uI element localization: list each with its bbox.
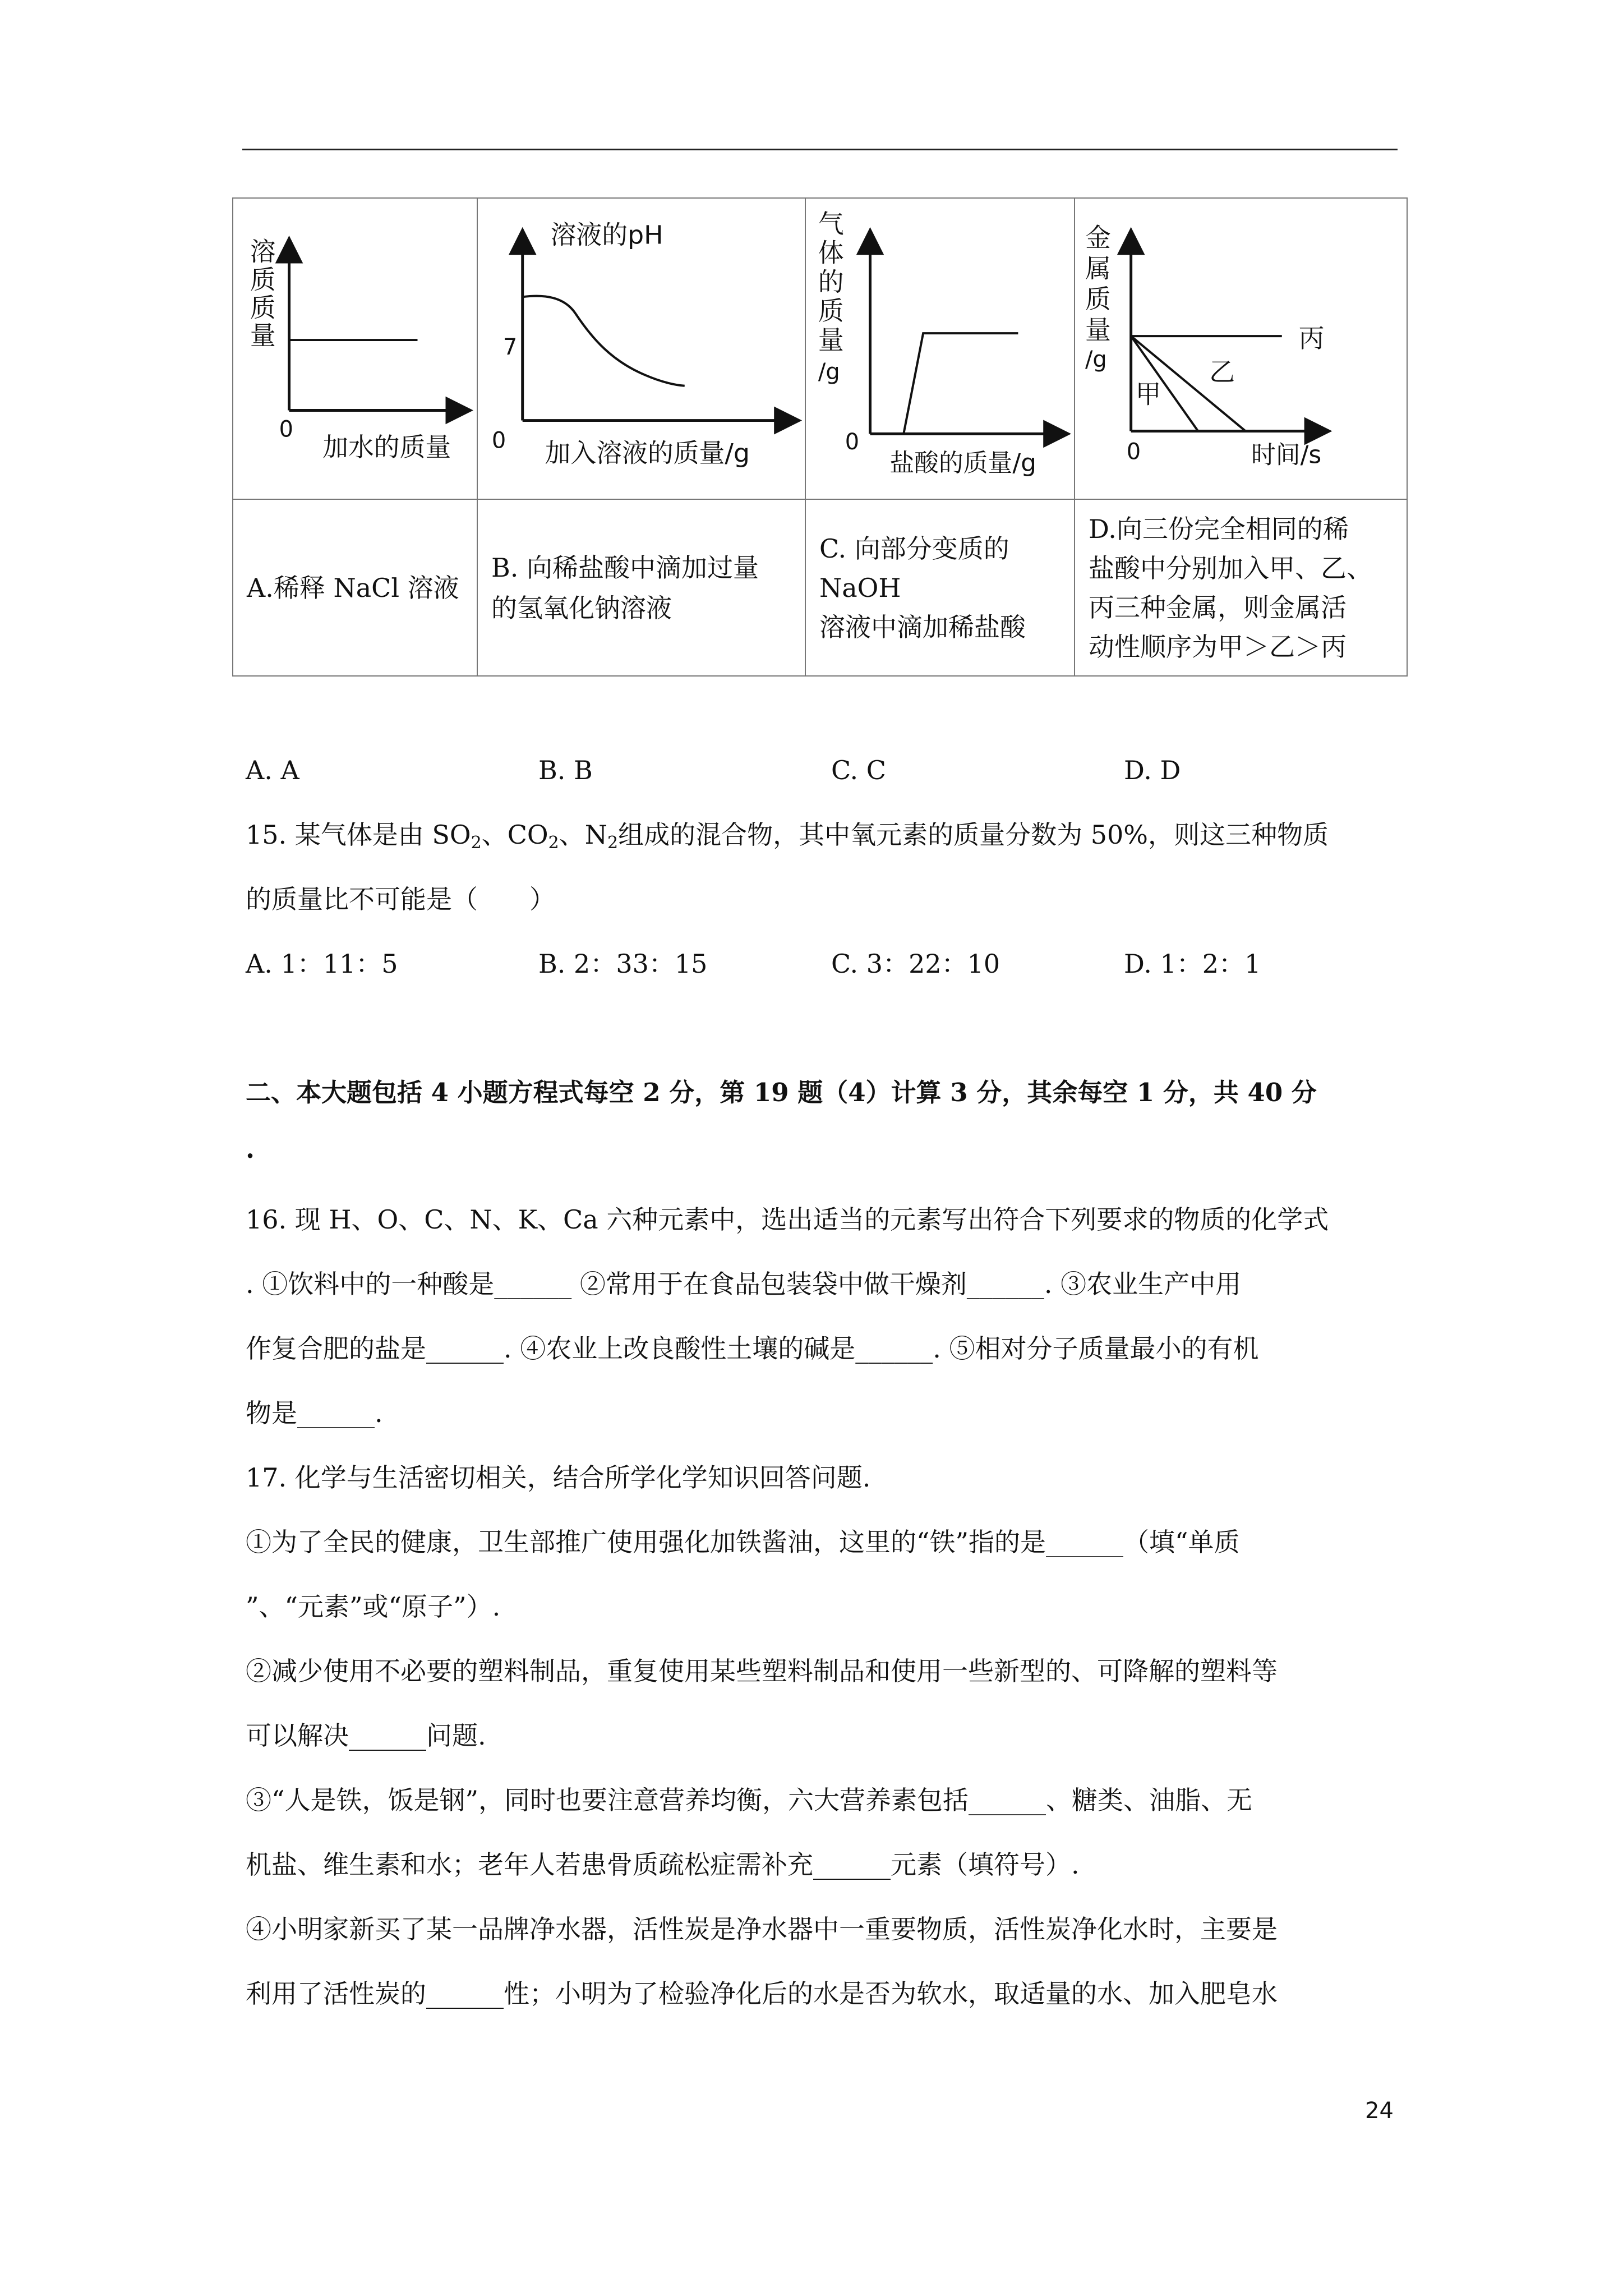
- q15-choice-d: D. 1：2：1: [1124, 949, 1261, 979]
- caption-d: D.向三份完全相同的稀 盐酸中分别加入甲、乙、 丙三种金属，则金属活 动性顺序为甲＞乙＞丙: [1089, 513, 1372, 662]
- graph-d-ylabel-0: 金: [1085, 222, 1111, 253]
- graph-c-origin: 0: [845, 429, 860, 455]
- graph-d-xlabel: 时间/s: [1251, 440, 1322, 470]
- graph-c-ylabel-2: 的: [818, 266, 844, 297]
- graph-b-origin: 0: [491, 427, 506, 454]
- graph-a-ylabel-2: 质: [250, 293, 276, 323]
- caption-b: B. 向稀盐酸中滴加过量 的氢氧化钠溶液: [491, 552, 759, 623]
- q15-line-1: 15. 某气体是由 $SO_2$、$CO_2$、$N_2$组成的混合物，其中氧元素的质量分数为 50%，则这三种物质: [246, 820, 1329, 853]
- q15-choice-b: B. 2：33：15: [538, 949, 708, 979]
- section-2-heading: 二、本大题包括 4 小题方程式每空 2 分，第 19 题（4）计算 3 分，其余每空 1 分，共 40 分: [246, 1078, 1317, 1107]
- q16-line-1: 16. 现 H、O、C、N、K、Ca 六种元素中，选出适当的元素写出符合下列要求的物质的化学式: [246, 1204, 1329, 1235]
- graph-d-label-jia: 甲: [1135, 379, 1161, 409]
- q17-line-4: ②减少使用不必要的塑料制品，重复使用某些塑料制品和使用一些新型的、可降解的塑料等: [246, 1656, 1278, 1686]
- graph-c-cell: [805, 198, 1075, 499]
- q17-line-5: 可以解决______问题.: [246, 1720, 486, 1751]
- graph-c-line: [903, 333, 1018, 434]
- page-number: 24: [1365, 2098, 1394, 2124]
- graph-d-yunit: /g: [1085, 346, 1107, 372]
- graph-b: [478, 199, 805, 499]
- graph-b-cell: [477, 198, 805, 499]
- graph-d-ylabel-3: 量: [1085, 315, 1111, 346]
- q14-choice-d: D. D: [1124, 755, 1181, 785]
- graph-d-cell: [1075, 198, 1407, 499]
- graph-c-ylabel-1: 体: [818, 237, 844, 268]
- graph-a-xlabel: 加水的质量: [322, 432, 451, 463]
- q17-line-2: ①为了全民的健康，卫生部推广使用强化加铁酱油，这里的“铁”指的是______（填“单质: [246, 1527, 1240, 1557]
- q16-line-3: 作复合肥的盐是______. ④农业上改良酸性土壤的碱是______. ⑤相对分子质量最小的有机: [246, 1333, 1259, 1364]
- q15-choice-c: C. 3：22：10: [831, 949, 1000, 979]
- graph-a-ylabel-3: 量: [250, 321, 276, 351]
- q17-line-3: ”、“元素”或“原子”）.: [246, 1591, 501, 1622]
- graph-a-ylabel-0: 溶: [250, 237, 276, 267]
- q16-line-2: . ①饮料中的一种酸是______ ②常用于在食品包装袋中做干燥剂______. ③农业生产中用: [246, 1269, 1242, 1299]
- q17-line-9: 利用了活性炭的______性；小明为了检验净化后的水是否为软水，取适量的水、加入肥皂水: [246, 1978, 1278, 2009]
- graph-b-xlabel: 加入溶液的质量/g: [545, 438, 750, 468]
- q14-choice-b: B. B: [538, 755, 593, 785]
- graph-a: [233, 199, 477, 499]
- graph-d-origin: 0: [1126, 439, 1141, 465]
- graph-d-ylabel-2: 质: [1085, 284, 1111, 315]
- q17-line-7: 机盐、维生素和水；老年人若患骨质疏松症需补充______元素（填符号）.: [246, 1849, 1080, 1880]
- q17-line-8: ④小明家新买了某一品牌净水器，活性炭是净水器中一重要物质，活性炭净化水时，主要是: [246, 1914, 1278, 1944]
- graph-c-ylabel-3: 质: [818, 296, 844, 326]
- graph-a-origin: 0: [279, 416, 293, 443]
- graph-c: [806, 199, 1074, 499]
- options-table: [232, 197, 1408, 677]
- graph-b-curve: [523, 296, 685, 386]
- graph-a-cell: [233, 198, 477, 499]
- q15-choice-a: A. 1：11：5: [246, 949, 398, 979]
- graph-c-ylabel-0: 气: [818, 208, 844, 239]
- q16-line-4: 物是______.: [246, 1398, 383, 1428]
- graph-d-ylabel-1: 属: [1085, 253, 1111, 284]
- q14-choice-c: C. C: [831, 755, 886, 785]
- graph-c-ylabel-4: 量: [818, 324, 844, 355]
- q14-choice-a: A. A: [246, 755, 299, 785]
- graph-d: [1075, 199, 1407, 499]
- section-2-heading-dot: .: [246, 1134, 255, 1164]
- q17-line-1: 17. 化学与生活密切相关，结合所学化学知识回答问题.: [246, 1462, 871, 1493]
- caption-a: A.稀释 NaCl 溶液: [247, 572, 459, 603]
- q15-line-2: 的质量比不可能是（ ）: [246, 884, 555, 914]
- graph-a-ylabel-1: 质: [250, 265, 276, 295]
- q17-line-6: ③“人是铁，饭是钢”，同时也要注意营养均衡，六大营养素包括______、糖类、油脂、无: [246, 1785, 1253, 1815]
- graph-c-xlabel: 盐酸的质量/g: [889, 449, 1036, 478]
- graph-d-label-yi: 乙: [1209, 356, 1235, 387]
- header-rule: [242, 149, 1398, 150]
- graph-b-ylabel: 溶液的pH: [550, 219, 663, 250]
- graph-c-yunit: /g: [818, 358, 840, 385]
- graph-d-label-bing: 丙: [1298, 323, 1325, 354]
- graph-b-ytick: 7: [502, 334, 518, 360]
- caption-c: C. 向部分变质的 NaOH 溶液中滴加稀盐酸: [819, 533, 1026, 642]
